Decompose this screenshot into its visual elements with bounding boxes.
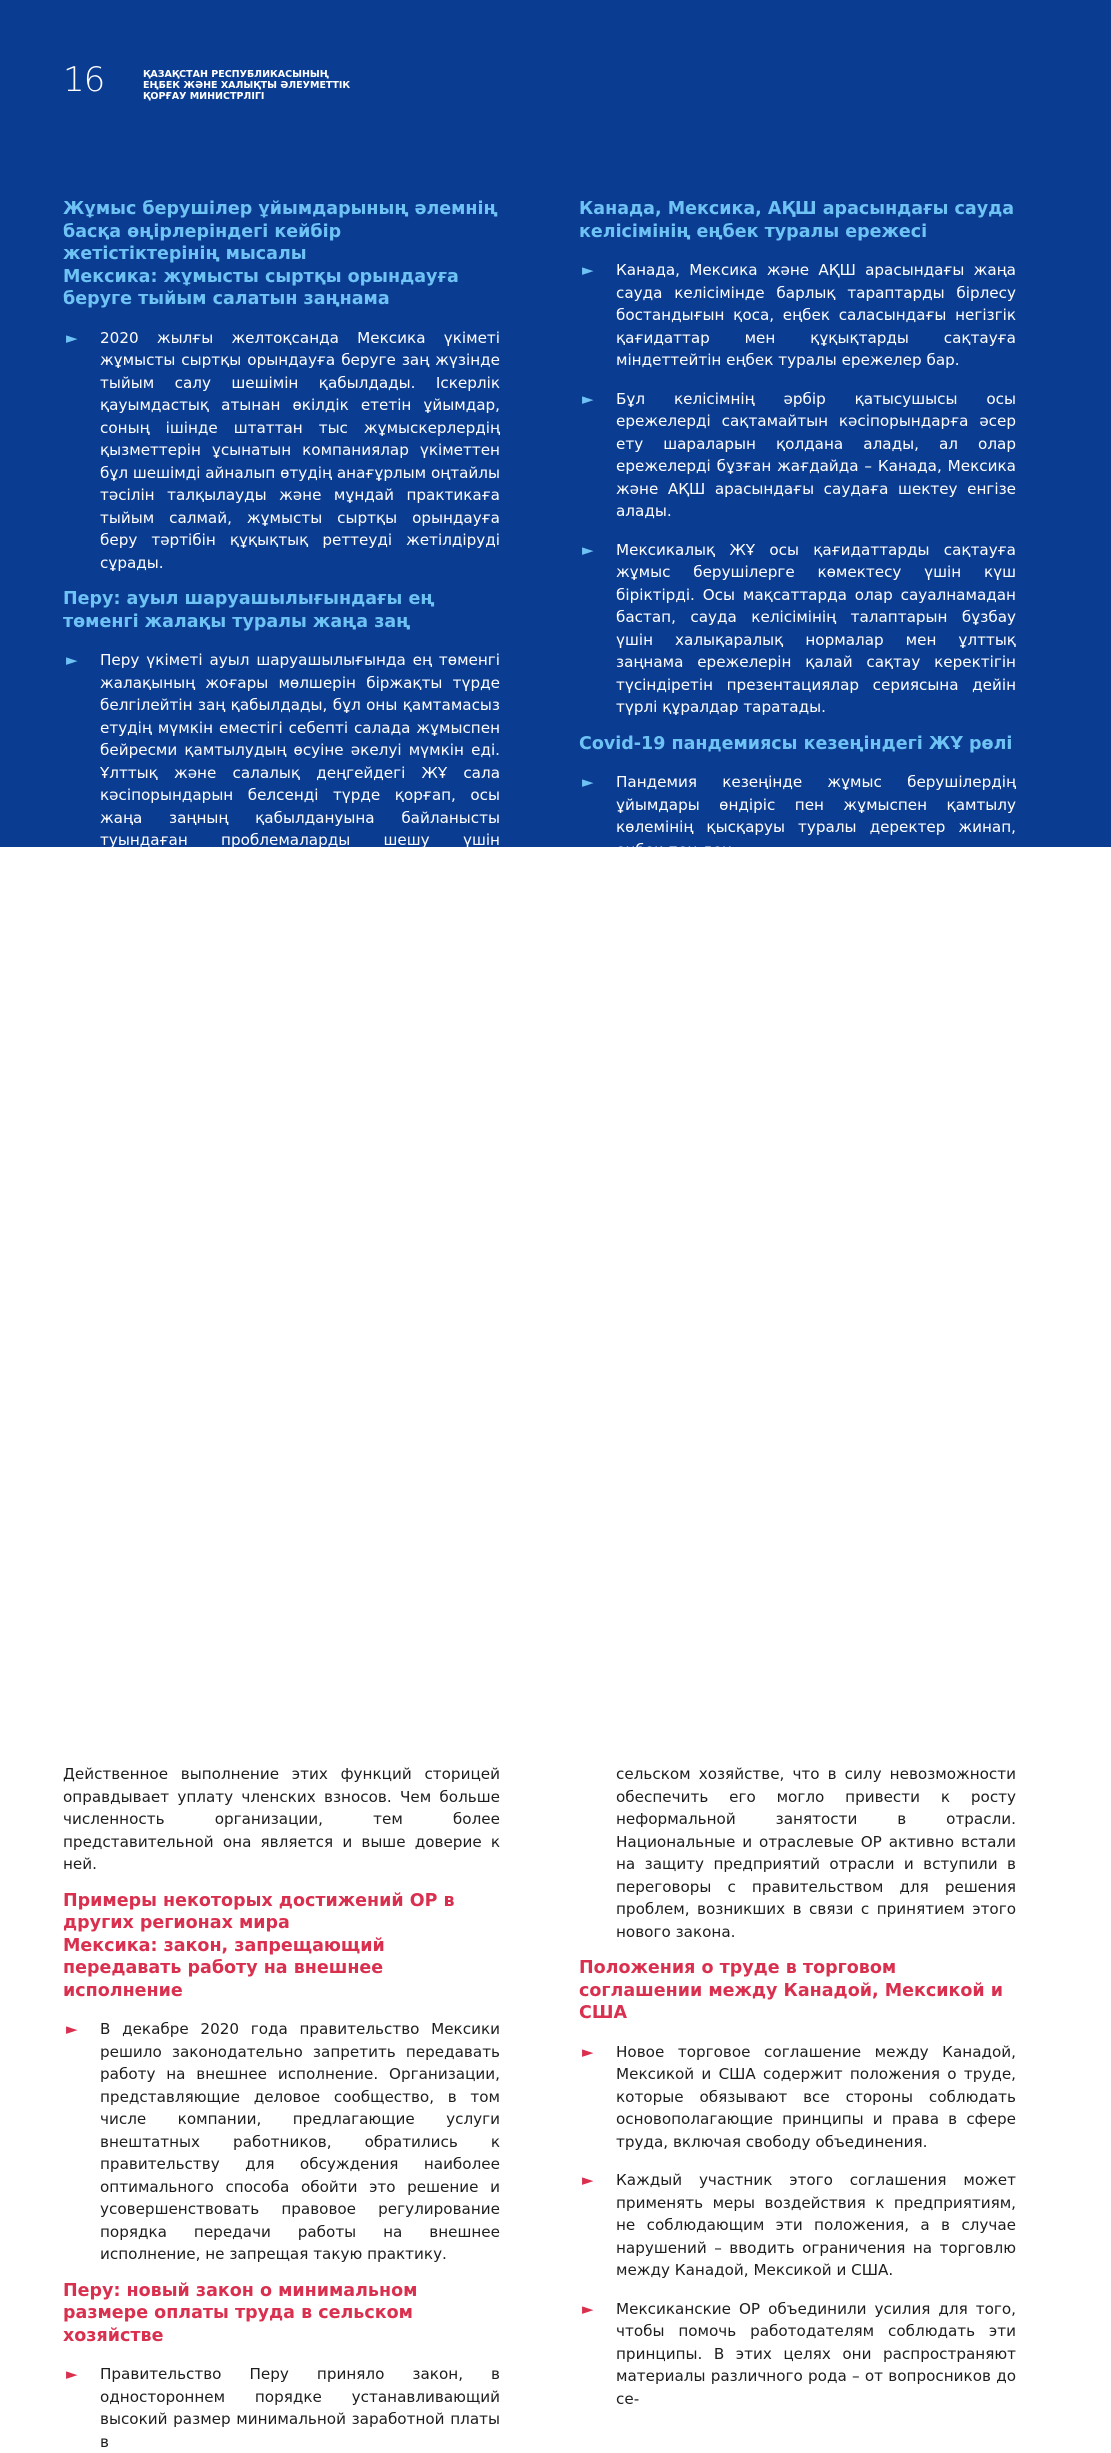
kz-right-column (579, 198, 1016, 861)
kz-heading-examples-mexico: Жұмыс берушілер ұйымдарының әлемнің басқа өңірлеріндегі кейбір жетістіктерінің мысалы Мексика: жұмысты сыртқы орындауға беруге тыйым салатын заңнама (63, 199, 498, 309)
ru-bullet-text: Мексиканские ОР объединили усилия для того, чтобы помочь работодателям соблюдать эти принципы. В этих целях они распространяют материалы различного рода – от вопросников до се- (616, 2299, 1016, 2408)
kz-heading-peru: Перу: ауыл шаруашылығындағы ең төменгі жалақы туралы жаңа заң (63, 589, 435, 632)
arrow-right-icon: ► (582, 2171, 594, 2189)
kz-bullet-agreement-1 (579, 259, 1016, 372)
arrow-right-icon: ► (582, 2299, 594, 2318)
kz-bullet-peru (63, 649, 500, 874)
ministry-name (143, 69, 350, 102)
ru-heading-peru: Перу: новый закон о минимальном размере оплаты труда в сельском хозяйстве (63, 2280, 418, 2346)
kz-bullet-agreement-3 (579, 539, 1016, 719)
ru-left-column (63, 1763, 500, 2453)
kz-bullet-text: 2020 жылғы желтоқсанда Мексика үкіметі жұмысты сыртқы орындауға беруге заң жүзінде тыйым салу шешімін қабылдады. Іскерлік қауымдастық атынан өкілдік ететін ұйымдар, соның ішінде штаттан тыс жұмыскерлердің қызметтерін ұсынатын компаниялар үкіметтен бұл шешімді айналып өтудің анағұрлым оңтайлы тәсілін талқылауды және мұндай практикаға тыйым салмай, жұмысты сыртқы орындауға беру тәртібін құқықтық реттеуді жетілдіруді сұрады. (100, 328, 500, 572)
arrow-right-icon: ► (582, 773, 594, 791)
arrow-right-icon: ► (582, 389, 594, 408)
kz-bullet-mexico (63, 327, 500, 575)
russian-section (0, 847, 1111, 2451)
ru-bullet-text: Новое торговое соглашение между Канадой, Мексикой и США содержит положения о труде, которые обязывают все стороны соблюдать основополагающие принципы и права в сфере труда, включая свободу объединения. (616, 2042, 1016, 2151)
ru-heading-examples-mexico: Примеры некоторых достижений ОР в других регионах мира Мексика: закон, запрещающий передавать работу на внешнее исполнение (63, 1890, 455, 2001)
ru-bullet-text: Правительство Перу приняло закон, в одностороннем порядке устанавливающий высокий размер минимальной заработной платы в (100, 2365, 500, 2451)
arrow-right-icon: ► (582, 2042, 594, 2061)
ru-right-column (579, 1763, 1016, 2410)
kz-heading-trade-agreement: Канада, Мексика, АҚШ арасындағы сауда келісімінің еңбек туралы ережесі (579, 199, 1015, 242)
arrow-right-icon: ► (66, 2365, 78, 2383)
kz-bullet-text: Пандемия кезеңінде жұмыс берушілердің ұйымдары өндіріс пен жұмыспен қамтылу көлемінің қысқаруы туралы деректер жинап, еңбек пен ден- (616, 773, 1016, 859)
ru-bullet-text: Каждый участник этого соглашения может применять меры воздействия к предприятиям, не соблюдающим эти положения, а в случае нарушений – вводить ограничения на торговлю между Канадой, Мексикой и США. (616, 2171, 1016, 2279)
kz-bullet-text: Канада, Мексика және АҚШ арасындағы жаңа сауда келісімінде барлық тараптарды бірлесу бостандығын қоса, еңбек саласындағы негізгік қағидаттар мен құқықтарды сақтауға міндеттейтін еңбек туралы ережелер бар. (616, 261, 1016, 369)
ru-bullet-peru (63, 2363, 500, 2453)
kz-heading-covid: Covid-19 пандемиясы кезеңіндегі ЖҰ рөлі (579, 733, 1013, 754)
ru-heading-trade-agreement: Положения о труде в торговом соглашении между Канадой, Мексикой и США (579, 1958, 1004, 2023)
arrow-right-icon: ► (66, 2020, 78, 2038)
ru-bullet-agreement-2 (579, 2169, 1016, 2282)
ru-bullet-agreement-1 (579, 2041, 1016, 2154)
ru-continuation (579, 1763, 1016, 1943)
kz-bullet-text: Бұл келісімнің әрбір қатысушысы осы ережелерді сақтамайтын кәсіпорындарға әсер ету шараларын қолдана алады, ал олар ережелерді бұзған жағдайда – Канада, Мексика және АҚШ арасындағы саудаға шектеу енгізе алады. (616, 389, 1016, 520)
ministry-line: ҚОРҒАУ МИНИСТРЛІГІ (143, 91, 265, 102)
ru-intro-paragraph: Действенное выполнение этих функций сторицей оправдывает уплату членских взносов. Чем больше численность организации, тем более представительной она является и выше доверие к ней. (63, 1765, 500, 1873)
page-number: 16 (63, 60, 105, 100)
arrow-right-icon: ► (582, 540, 594, 559)
arrow-right-icon: ► (66, 328, 78, 347)
arrow-right-icon: ► (582, 261, 594, 279)
kazakh-section (0, 0, 1111, 872)
ru-bullet-text: В декабре 2020 года правительство Мексики решило законодательно запретить передавать работу на внешнее исполнение. Организации, представляющие деловое сообщество, в том числе компании, предлагающие услуги внештатных работников, обратились к правительству для обсуждения наиболее оптимального способа обойти это решение и усовершенствовать правовое регулирование порядка передачи работы на внешнее исполнение, не запрещая такую практику. (100, 2020, 500, 2263)
ru-bullet-agreement-3 (579, 2298, 1016, 2411)
ru-bullet-mexico (63, 2018, 500, 2266)
ministry-line: ЕҢБЕК ЖӘНЕ ХАЛЫҚТЫ ӘЛЕУМЕТТІК (143, 80, 351, 91)
kz-left-column (63, 198, 500, 874)
ministry-line: ҚАЗАҚСТАН РЕСПУБЛИКАСЫНЫҢ (143, 69, 329, 80)
kz-bullet-text: Перу үкіметі ауыл шаруашылығында ең төменгі жалақының жоғары мөлшерін біржақты түрде белгілейтін заң қабылдады, бұл оны қамтамасыз етудің мүмкін еместігі себепті салада жұмыспен бейресми қамтылудың өсуіне әкелуі мүмкін еді. Ұлттық және салалық деңгейдегі ЖҰ сала кәсіпорындарын белсенді түрде қорғап, осы жаңа заңның қабылдануына байланысты туындаған проблемаларды шешу үшін үкіметпен келіссөздер жүргізді. (100, 651, 500, 872)
ru-continuation-text: сельском хозяйстве, что в силу невозможности обеспечить его могло привести к росту неформальной занятости в отрасли. Национальные и отраслевые ОР активно встали на защиту предприятий отрасли и вступили в переговоры с правительством для решения проблем, возникших в связи с принятием этого нового закона. (616, 1765, 1016, 1941)
kz-bullet-text: Мексикалық ЖҰ осы қағидаттарды сақтауға жұмыс берушілерге көмектесу үшін күш біріктірді. Осы мақсаттарда олар сауалнамадан бастап, сауда келісімінің талаптарын бұзбау үшін халықаралық нормалар мен ұлттық заңнама ережелерін қалай сақтау керектігін түсіндіретін презентациялар сериясына дейін түрлі құралдар таратады. (616, 540, 1016, 716)
kz-bullet-agreement-2 (579, 388, 1016, 523)
arrow-right-icon: ► (66, 651, 78, 669)
